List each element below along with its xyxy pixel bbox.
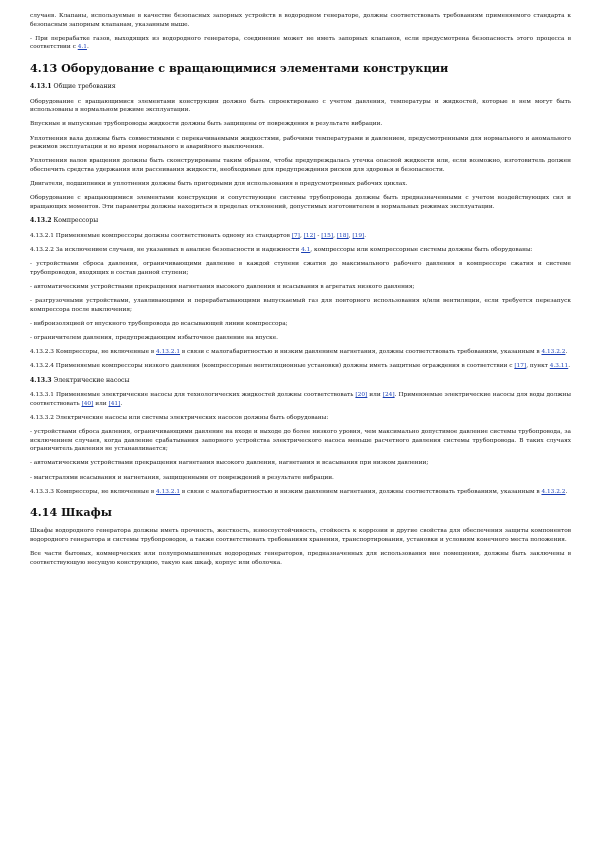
- paragraph-text: . Применяемые электрические насосы для воды должны соответствовать: [30, 392, 572, 407]
- reference-link[interactable]: [12]: [303, 232, 316, 239]
- paragraph-text: или: [93, 400, 109, 407]
- paragraph: Оборудование с вращающимися элементами конструкции должно быть спроектировано с учетом давления, температуры и жидкостей, которые в нем могут быть использованы в нормальном режиме эксплуатации.: [30, 98, 571, 114]
- list-item: - автоматическими устройствами прекращения нагнетания высокого давления и всасывания в агрегатах низкого давления;: [30, 283, 415, 290]
- paragraph: 4.13.2.1 Применяемые компрессоры должны соответствовать одному из стандартов [7], [12] - [15], [18], [19].: [30, 232, 367, 239]
- list-item: - разгрузочными устройствами, улавливающими и перерабатывающими выпускаемый газ для повторного использования и/или вентиляции, если требуется перезапуск компрессора после выключения;: [30, 298, 571, 313]
- paragraph: Уплотнения вала должны быть совместимыми с перекачиваемыми жидкостями, рабочими температурами и давлением, предусмотренными для нормального и аномального режимов эксплуатации и во время нормального и аварийного выключения.: [30, 135, 571, 151]
- paragraph: [30, 348, 571, 357]
- list-item: - виброизоляцией от впускного трубопровода до всасывающей линии компрессора;: [30, 320, 288, 327]
- paragraph-text: или: [367, 392, 383, 399]
- section-link[interactable]: 4.13.2.1: [156, 349, 181, 356]
- heading-title: Шкафы: [61, 505, 112, 520]
- section-link[interactable]: 4.1: [301, 246, 311, 253]
- section-link[interactable]: 4.13.2.1: [156, 488, 181, 495]
- paragraph-text: 4.13.3.1 Применяемые электрические насосы для технологических жидкостей должны соответствовать: [30, 392, 356, 399]
- paragraph: [30, 488, 571, 497]
- reference-link[interactable]: [24]: [382, 392, 395, 399]
- paragraph: [30, 35, 571, 52]
- heading-title: Общие требования: [53, 82, 116, 90]
- list-item: - устройствами сброса давления, ограничивающими давление на входе и выходе до более низкого уровня, чем максимально допустимое давление системы трубопровода, за исключением случаев, когда давление срабатывания запорного устройства электрического насоса меньше расчетного давления системы трубопровода. В таких случаях ограничитель давления не устанавливается;: [30, 429, 571, 453]
- section-heading-4-13: [30, 62, 571, 75]
- reference-link[interactable]: [7]: [291, 232, 300, 239]
- section-heading-4-14: [30, 506, 571, 519]
- paragraph: Шкафы водородного генератора должны иметь прочность, жесткость, износоустойчивость, стойкость к коррозии и другие свойства для обеспечения защиты компонентов водородного генератора и системы трубопроводов, а также соответствовать требованиям хранения, транспортирования, установки и условиям конечного места положения.: [30, 528, 571, 544]
- paragraph-text: , компрессоры или компрессорные системы должны быть оборудованы:: [310, 246, 533, 253]
- heading-number: 4.14: [30, 505, 58, 520]
- section-link[interactable]: 4.13.2.2: [541, 488, 566, 495]
- paragraph-text: .: [568, 363, 571, 370]
- paragraph-text: .: [565, 349, 568, 356]
- list-item: - ограничителем давления, предупреждающим избыточное давление на впуске.: [30, 334, 279, 341]
- paragraph: 4.13.3.2 Электрические насосы или системы электрических насосов должны быть оборудованы:: [30, 414, 329, 421]
- heading-title: Оборудование с вращающимися элементами конструкции: [61, 60, 449, 75]
- reference-link[interactable]: [41]: [108, 400, 121, 407]
- paragraph-text: 4.13.2.1 Применяемые компрессоры должны соответствовать одному из стандартов: [30, 232, 292, 239]
- section-link[interactable]: 4.1: [77, 44, 87, 51]
- subsection-heading-4-13-2: [30, 217, 571, 226]
- section-link[interactable]: 4.13.2.2: [541, 349, 566, 356]
- paragraph: Все части бытовых, коммерческих или полупромышленных водородных генераторов, предназначенных для использования вне помещения, должны быть заключены в соответствующую несущую конструкцию, такую как шкаф, корпус или оболочка.: [30, 551, 571, 566]
- paragraph: [30, 362, 571, 371]
- paragraph-text: в связи с малогабаритностью и низким давлением нагнетания, должны соответствовать требованиям, указанным в: [180, 349, 542, 356]
- paragraph: Оборудование с вращающимися элементами конструкции и сопутствующие системы трубопровода должны быть предназначенными с учетом воздействующих сил и вращающих моментов. Эти параметры должны находиться в пределах отклонений, допустимых изготовителем в нормальных режимах эксплуатации.: [30, 195, 571, 210]
- heading-number: 4.13: [30, 60, 58, 75]
- paragraph: [30, 246, 571, 255]
- section-link[interactable]: 4.3.11: [549, 363, 569, 370]
- paragraph: Двигатели, подшипники и уплотнения должны быть пригодными для использования в предусмотренных рабочих циклах.: [30, 181, 408, 188]
- paragraph-text: .: [86, 44, 89, 51]
- heading-number: 4.13.2: [30, 217, 52, 225]
- list-item: - устройствами сброса давления, ограничивающими давление в каждой ступени сжатия до максимального рабочего давления в компрессоре сжатия и системе трубопроводов, входящих в состав данной ступени;: [30, 261, 571, 276]
- list-item: - магистралями всасывания и нагнетания, защищенными от повреждений в результате вибрации.: [30, 474, 334, 481]
- heading-number: 4.13.3: [30, 376, 52, 384]
- paragraph: случаев. Клапаны, используемые в качестве безопасных запорных устройств в водородном генераторе, должны соответствовать требованиям применяемого стандарта к безопасным запорным клапанам, указанным выше.: [30, 13, 571, 28]
- reference-link[interactable]: [18]: [336, 232, 349, 239]
- paragraph-text: .: [565, 488, 568, 495]
- reference-link[interactable]: [17]: [514, 363, 527, 370]
- paragraph-text: 4.13.2.3 Компрессоры, не включенные в: [30, 349, 157, 356]
- reference-link[interactable]: [20]: [355, 392, 368, 399]
- heading-title: Компрессоры: [53, 217, 99, 225]
- subsection-heading-4-13-3: [30, 377, 571, 386]
- paragraph: Уплотнения валов вращения должны быть сконструированы таким образом, чтобы предупреждалась утечка опасной жидкости или, если возможно, изготовитель должен обеспечить средства удержания или рассеивания жидкости, необходимые для предупреждения рисков для здоровья и безопасности.: [30, 158, 571, 173]
- paragraph-text: - При перерабатке газов, выходящих из водородного генератора, соединение может не иметь запорных клапанов, если предусмотрена безопасность этого процесса в соответствии с: [30, 35, 571, 51]
- paragraph-text: 4.13.2.2 За исключением случаев, не указанных в анализе безопасности и надежности: [30, 246, 302, 253]
- list-item: - автоматическими устройствами прекращения нагнетания высокого давления, нагнетания и всасывания при низком давлении;: [30, 460, 429, 467]
- paragraph: Впускные и выпускные трубопроводы жидкости должны быть защищены от повреждения в результате вибрации.: [30, 121, 383, 128]
- reference-link[interactable]: [15]: [321, 232, 334, 239]
- paragraph: [30, 391, 571, 408]
- reference-link[interactable]: [19]: [352, 232, 365, 239]
- heading-title: Электрические насосы: [53, 376, 130, 384]
- paragraph-text: 4.13.3.3 Компрессоры, не включенные в: [30, 488, 157, 495]
- paragraph-text: , пункт: [526, 363, 550, 370]
- subsection-heading-4-13-1: [30, 83, 571, 92]
- paragraph-text: 4.13.2.4 Применяемые компрессоры низкого давления (компрессорные вентиляционные установки) должны иметь защитные ограждения в соответствии с: [30, 363, 515, 370]
- reference-link[interactable]: [40]: [81, 400, 94, 407]
- paragraph-text: в связи с малогабаритностью и низким давлением нагнетания, должны соответствовать требованиям, указанным в: [180, 488, 542, 495]
- heading-number: 4.13.1: [30, 82, 52, 90]
- paragraph-text: .: [120, 400, 123, 407]
